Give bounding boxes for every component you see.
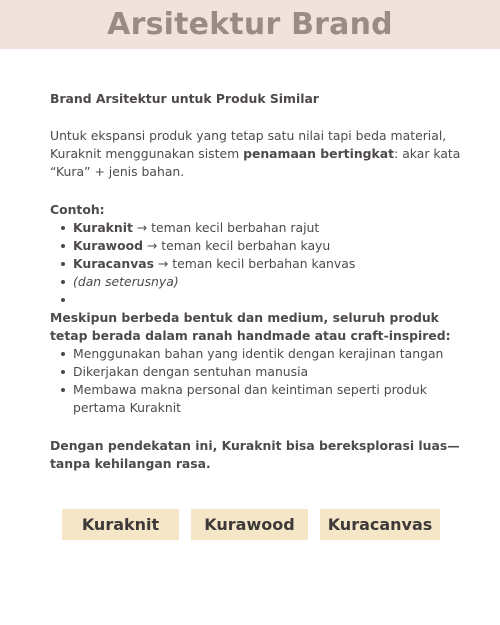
intro-paragraph	[50, 127, 470, 181]
tag-kurawood: Kurawood	[191, 509, 308, 540]
list-item: Membawa makna personal dan keintiman seperti produk pertama Kuraknit	[61, 381, 470, 417]
example-desc: → teman kecil berbahan rajut	[132, 220, 320, 235]
principle-heading: Meskipun berbeda bentuk dan medium, seluruh produk tetap berada dalam ranah handmade atau craft-inspired:	[50, 310, 451, 343]
example-name: Kuracanvas	[73, 256, 155, 271]
document-body	[50, 90, 470, 473]
list-item: Menggunakan bahan yang identik dengan kerajinan tangan	[61, 345, 470, 363]
intro-text-after: : akar kata “Kura” + jenis bahan.	[50, 146, 461, 179]
section-subtitle: Brand Arsitektur untuk Produk Similar	[50, 91, 319, 106]
list-item	[61, 255, 470, 273]
example-desc: → teman kecil berbahan kanvas	[154, 256, 356, 271]
list-item: Dikerjakan dengan sentuhan manusia	[61, 363, 470, 381]
tag-kuracanvas: Kuracanvas	[320, 509, 440, 540]
header-banner	[0, 0, 500, 49]
examples-list	[61, 219, 470, 309]
example-name: Kurawood	[73, 238, 144, 253]
examples-label: Contoh:	[50, 202, 105, 217]
example-name: Kuraknit	[73, 220, 133, 235]
list-item	[61, 219, 470, 237]
list-item-empty	[61, 291, 470, 309]
list-item	[61, 273, 470, 291]
example-etc: (dan seterusnya)	[73, 274, 179, 289]
tag-kuraknit: Kuraknit	[62, 509, 179, 540]
brand-tags	[62, 509, 442, 540]
intro-text-before: Untuk ekspansi produk yang tetap satu nilai tapi beda material, Kuraknit menggunakan sistem	[50, 128, 447, 161]
example-desc: → teman kecil berbahan kayu	[143, 238, 331, 253]
page-title: Arsitektur Brand	[107, 7, 393, 42]
principle-list	[61, 345, 470, 417]
closing-paragraph: Dengan pendekatan ini, Kuraknit bisa bereksplorasi luas—tanpa kehilangan rasa.	[50, 438, 460, 471]
list-item	[61, 237, 470, 255]
intro-bold: penamaan bertingkat	[243, 146, 395, 161]
